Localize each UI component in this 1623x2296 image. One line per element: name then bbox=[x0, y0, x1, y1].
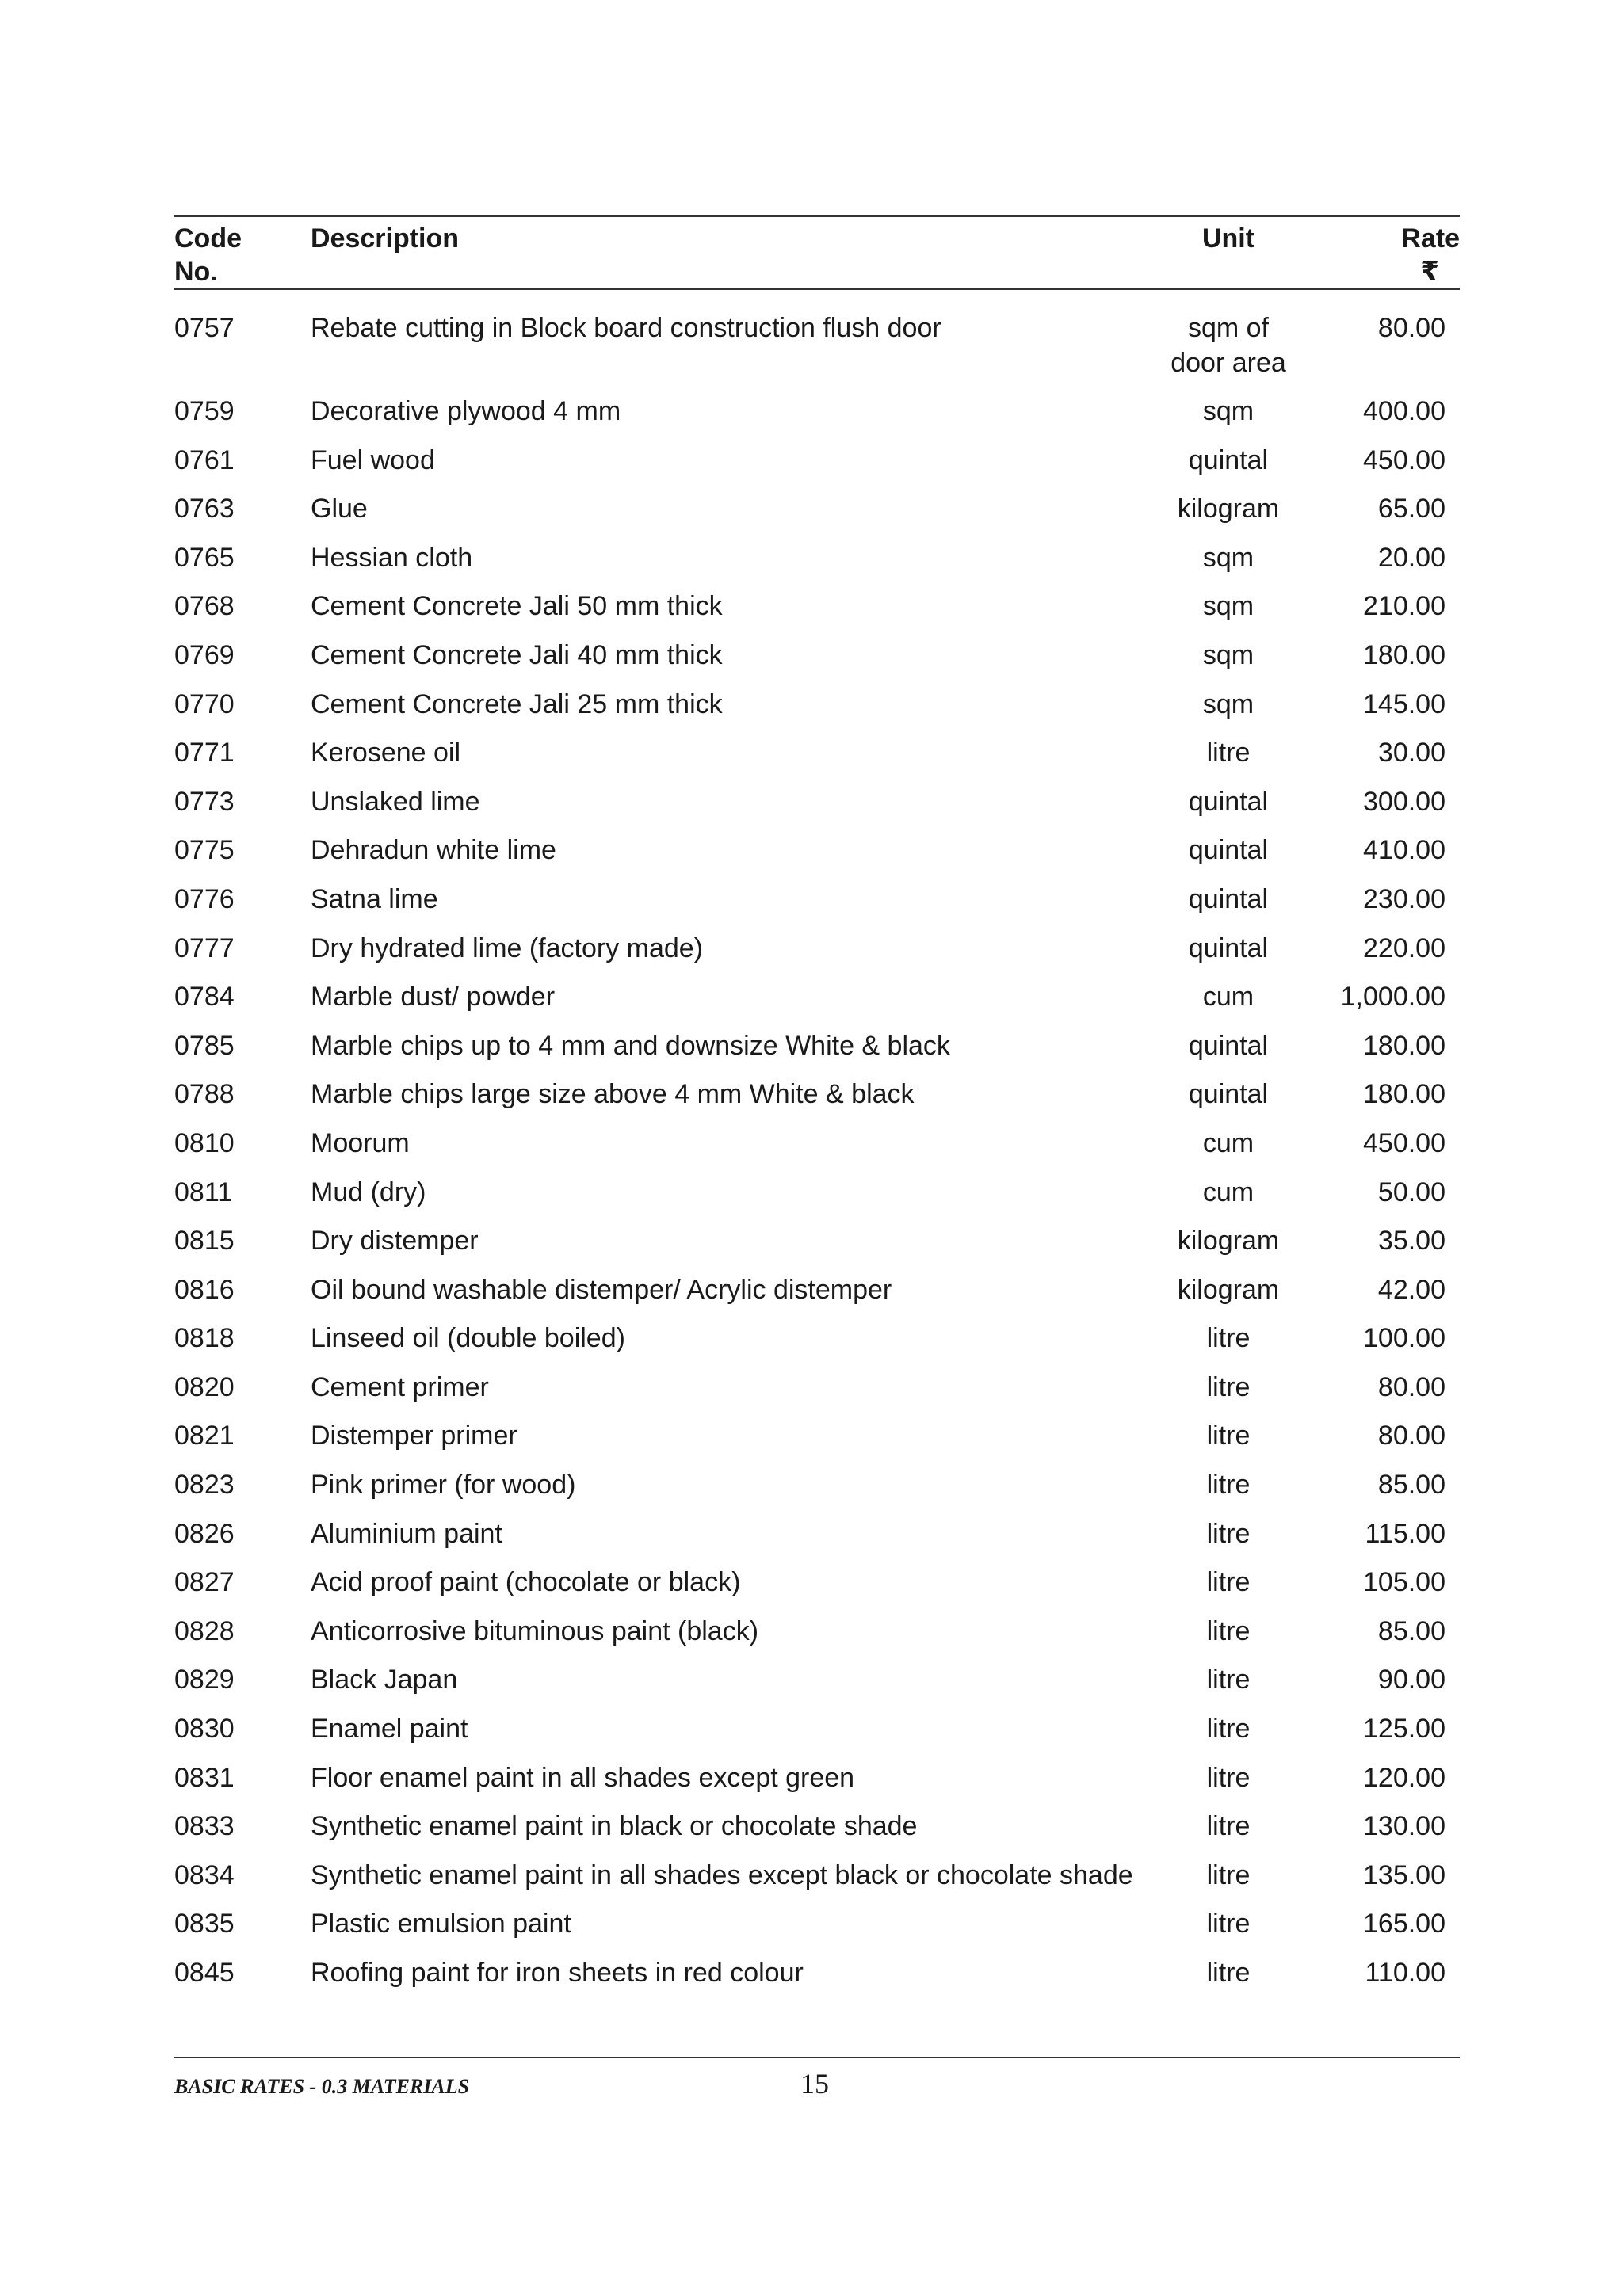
table-row bbox=[174, 1175, 1460, 1224]
cell-code: 0829 bbox=[174, 1665, 235, 1695]
table-row bbox=[174, 638, 1460, 687]
table-row bbox=[174, 1711, 1460, 1760]
cell-rate: 100.00 bbox=[1363, 1323, 1445, 1354]
cell-rate: 410.00 bbox=[1363, 835, 1445, 866]
cell-description: Oil bound washable distemper/ Acrylic distemper bbox=[311, 1274, 892, 1305]
cell-code: 0769 bbox=[174, 639, 235, 670]
table-body bbox=[174, 311, 1460, 2004]
cell-code: 0828 bbox=[174, 1615, 235, 1646]
cell-code: 0821 bbox=[174, 1421, 235, 1451]
cell-rate: 145.00 bbox=[1363, 688, 1445, 719]
cell-description: Distemper primer bbox=[311, 1421, 517, 1451]
cell-description: Enamel paint bbox=[311, 1714, 468, 1745]
cell-rate: 220.00 bbox=[1363, 933, 1445, 963]
cell-code: 0833 bbox=[174, 1811, 235, 1842]
table-row bbox=[174, 1809, 1460, 1858]
cell-code: 0776 bbox=[174, 883, 235, 914]
table-row bbox=[174, 1223, 1460, 1272]
cell-unit: kilogram bbox=[1177, 494, 1280, 524]
cell-description: Synthetic enamel paint in all shades except black or chocolate shade bbox=[311, 1859, 1133, 1890]
cell-unit: litre bbox=[1206, 1470, 1251, 1501]
footer-rule bbox=[174, 2057, 1460, 2058]
cell-description: Cement Concrete Jali 40 mm thick bbox=[311, 639, 723, 670]
table-row bbox=[174, 1370, 1460, 1419]
cell-unit: sqm bbox=[1202, 542, 1254, 573]
cell-description: Black Japan bbox=[311, 1665, 458, 1695]
cell-rate: 165.00 bbox=[1363, 1909, 1445, 1939]
cell-description: Roofing paint for iron sheets in red colour bbox=[311, 1958, 804, 1988]
cell-rate: 230.00 bbox=[1363, 883, 1445, 914]
cell-description: Rebate cutting in Block board construction flush door bbox=[311, 313, 941, 343]
cell-rate: 115.00 bbox=[1365, 1518, 1445, 1549]
cell-description: Anticorrosive bituminous paint (black) bbox=[311, 1615, 759, 1646]
cell-unit: litre bbox=[1206, 1615, 1251, 1646]
header-code-line1: Code bbox=[174, 223, 242, 254]
rupee-icon: ₹ bbox=[1420, 257, 1439, 287]
cell-description: Marble chips up to 4 mm and downsize White & black bbox=[311, 1030, 950, 1061]
table-row bbox=[174, 1662, 1460, 1711]
cell-unit: litre bbox=[1206, 1665, 1251, 1695]
header-unit: Unit bbox=[1201, 223, 1255, 254]
table-row bbox=[174, 1760, 1460, 1810]
cell-rate: 120.00 bbox=[1363, 1762, 1445, 1793]
cell-code: 0815 bbox=[174, 1226, 235, 1257]
header-rate-label: Rate bbox=[1401, 223, 1460, 254]
cell-description: Hessian cloth bbox=[311, 542, 473, 573]
cell-rate: 50.00 bbox=[1377, 1177, 1445, 1207]
cell-code: 0770 bbox=[174, 688, 235, 719]
cell-description: Kerosene oil bbox=[311, 738, 461, 769]
cell-code: 0785 bbox=[174, 1030, 235, 1061]
cell-code: 0816 bbox=[174, 1274, 235, 1305]
cell-rate: 180.00 bbox=[1363, 639, 1445, 670]
cell-description: Linseed oil (double boiled) bbox=[311, 1323, 625, 1354]
cell-rate: 135.00 bbox=[1363, 1859, 1445, 1890]
cell-unit: quintal bbox=[1188, 1079, 1269, 1110]
table-row bbox=[174, 1516, 1460, 1566]
cell-code: 0818 bbox=[174, 1323, 235, 1354]
cell-unit: sqm bbox=[1202, 639, 1254, 670]
cell-unit: litre bbox=[1206, 1371, 1251, 1402]
cell-unit: cum bbox=[1202, 1127, 1254, 1158]
header-description: Description bbox=[311, 223, 460, 254]
cell-description: Acid proof paint (chocolate or black) bbox=[311, 1567, 741, 1598]
cell-unit: cum bbox=[1202, 982, 1254, 1013]
cell-unit: litre bbox=[1206, 1909, 1251, 1939]
cell-code: 0820 bbox=[174, 1371, 235, 1402]
cell-description: Floor enamel paint in all shades except green bbox=[311, 1762, 855, 1793]
cell-code: 0788 bbox=[174, 1079, 235, 1110]
cell-description: Decorative plywood 4 mm bbox=[311, 396, 621, 426]
table-row bbox=[174, 1955, 1460, 2004]
cell-description: Unslaked lime bbox=[311, 786, 480, 817]
cell-unit: cum bbox=[1202, 1177, 1254, 1207]
cell-description: Synthetic enamel paint in black or chocolate shade bbox=[311, 1811, 918, 1842]
cell-rate: 110.00 bbox=[1365, 1958, 1445, 1988]
table-row bbox=[174, 979, 1460, 1028]
cell-code: 0777 bbox=[174, 933, 235, 963]
cell-unit: quintal bbox=[1188, 835, 1269, 866]
cell-description: Fuel wood bbox=[311, 444, 435, 475]
cell-description: Glue bbox=[311, 494, 368, 524]
cell-description: Dehradun white lime bbox=[311, 835, 556, 866]
table-row bbox=[174, 1614, 1460, 1663]
cell-unit: litre bbox=[1206, 1518, 1251, 1549]
cell-code: 0810 bbox=[174, 1127, 235, 1158]
cell-code: 0757 bbox=[174, 313, 235, 343]
table-row bbox=[174, 1467, 1460, 1516]
cell-unit: quintal bbox=[1188, 933, 1269, 963]
table-row bbox=[174, 1126, 1460, 1175]
cell-rate: 20.00 bbox=[1377, 542, 1445, 573]
table-row bbox=[174, 1565, 1460, 1614]
cell-rate: 42.00 bbox=[1377, 1274, 1445, 1305]
cell-unit: sqm bbox=[1202, 688, 1254, 719]
cell-description: Dry hydrated lime (factory made) bbox=[311, 933, 704, 963]
cell-description: Moorum bbox=[311, 1127, 410, 1158]
cell-unit: litre bbox=[1206, 738, 1251, 769]
table-row bbox=[174, 1272, 1460, 1322]
cell-rate: 125.00 bbox=[1363, 1714, 1445, 1745]
cell-code: 0763 bbox=[174, 494, 235, 524]
table-row bbox=[174, 491, 1460, 540]
page-number: 15 bbox=[800, 2068, 829, 2100]
table-top-rule bbox=[174, 215, 1460, 217]
table-row bbox=[174, 1858, 1460, 1907]
table-row bbox=[174, 1321, 1460, 1370]
cell-code: 0759 bbox=[174, 396, 235, 426]
table-row bbox=[174, 784, 1460, 833]
cell-unit: litre bbox=[1206, 1811, 1251, 1842]
cell-unit: litre bbox=[1206, 1323, 1251, 1354]
cell-code: 0765 bbox=[174, 542, 235, 573]
cell-code: 0827 bbox=[174, 1567, 235, 1598]
cell-unit: litre bbox=[1206, 1762, 1251, 1793]
cell-unit: quintal bbox=[1188, 444, 1269, 475]
cell-unit: litre bbox=[1206, 1714, 1251, 1745]
footer-section-title: BASIC RATES - 0.3 MATERIALS bbox=[174, 2075, 470, 2098]
cell-description: Cement Concrete Jali 25 mm thick bbox=[311, 688, 723, 719]
cell-rate: 35.00 bbox=[1377, 1226, 1445, 1257]
cell-unit: litre bbox=[1206, 1859, 1251, 1890]
cell-rate: 180.00 bbox=[1363, 1030, 1445, 1061]
cell-rate: 450.00 bbox=[1363, 444, 1445, 475]
cell-rate: 300.00 bbox=[1363, 786, 1445, 817]
cell-unit: quintal bbox=[1188, 1030, 1269, 1061]
table-row bbox=[174, 735, 1460, 784]
table-row bbox=[174, 1906, 1460, 1955]
cell-description: Cement Concrete Jali 50 mm thick bbox=[311, 591, 723, 622]
cell-unit: sqm bbox=[1202, 591, 1254, 622]
cell-description: Plastic emulsion paint bbox=[311, 1909, 571, 1939]
header-bottom-rule bbox=[174, 288, 1460, 290]
cell-code: 0823 bbox=[174, 1470, 235, 1501]
cell-rate: 65.00 bbox=[1377, 494, 1445, 524]
cell-code: 0775 bbox=[174, 835, 235, 866]
cell-code: 0811 bbox=[174, 1177, 233, 1207]
table-row bbox=[174, 833, 1460, 882]
cell-unit: kilogram bbox=[1177, 1226, 1280, 1257]
table-row bbox=[174, 1028, 1460, 1077]
cell-rate: 90.00 bbox=[1377, 1665, 1445, 1695]
cell-unit bbox=[1149, 311, 1308, 380]
cell-unit: kilogram bbox=[1177, 1274, 1280, 1305]
cell-rate: 130.00 bbox=[1363, 1811, 1445, 1842]
cell-rate: 180.00 bbox=[1363, 1079, 1445, 1110]
table-row bbox=[174, 931, 1460, 980]
cell-description: Dry distemper bbox=[311, 1226, 479, 1257]
header-code bbox=[174, 222, 242, 288]
table-row bbox=[174, 394, 1460, 443]
cell-rate: 105.00 bbox=[1363, 1567, 1445, 1598]
cell-rate: 450.00 bbox=[1363, 1127, 1445, 1158]
cell-unit-line1: sqm of bbox=[1187, 313, 1270, 343]
table-row bbox=[174, 1418, 1460, 1467]
cell-rate: 30.00 bbox=[1377, 738, 1445, 769]
cell-unit: quintal bbox=[1188, 786, 1269, 817]
cell-description: Cement primer bbox=[311, 1371, 489, 1402]
cell-description: Marble dust/ powder bbox=[311, 982, 556, 1013]
cell-code: 0826 bbox=[174, 1518, 235, 1549]
cell-code: 0773 bbox=[174, 786, 235, 817]
cell-code: 0845 bbox=[174, 1958, 235, 1988]
table-row bbox=[174, 540, 1460, 589]
cell-rate: 85.00 bbox=[1377, 1470, 1445, 1501]
cell-unit: litre bbox=[1206, 1421, 1251, 1451]
cell-unit: sqm bbox=[1202, 396, 1254, 426]
cell-unit: litre bbox=[1206, 1567, 1251, 1598]
header-rate bbox=[1401, 222, 1460, 288]
cell-rate: 80.00 bbox=[1377, 313, 1445, 343]
cell-code: 0835 bbox=[174, 1909, 235, 1939]
cell-description: Mud (dry) bbox=[311, 1177, 426, 1207]
cell-code: 0771 bbox=[174, 738, 235, 769]
header-code-line2: No. bbox=[174, 257, 218, 287]
table-row bbox=[174, 443, 1460, 492]
cell-code: 0830 bbox=[174, 1714, 235, 1745]
cell-rate: 80.00 bbox=[1377, 1371, 1445, 1402]
cell-rate: 85.00 bbox=[1377, 1615, 1445, 1646]
cell-rate: 400.00 bbox=[1363, 396, 1445, 426]
table-row bbox=[174, 589, 1460, 638]
cell-rate: 80.00 bbox=[1377, 1421, 1445, 1451]
cell-description: Satna lime bbox=[311, 883, 438, 914]
table-row bbox=[174, 687, 1460, 736]
cell-code: 0761 bbox=[174, 444, 235, 475]
cell-unit: quintal bbox=[1188, 883, 1269, 914]
cell-code: 0784 bbox=[174, 982, 235, 1013]
cell-rate: 210.00 bbox=[1363, 591, 1445, 622]
cell-description: Marble chips large size above 4 mm White & black bbox=[311, 1079, 915, 1110]
cell-code: 0834 bbox=[174, 1859, 235, 1890]
cell-code: 0831 bbox=[174, 1762, 235, 1793]
cell-unit-line2: door area bbox=[1170, 348, 1286, 378]
table-row bbox=[174, 1077, 1460, 1126]
cell-description: Aluminium paint bbox=[311, 1518, 502, 1549]
cell-code: 0768 bbox=[174, 591, 235, 622]
cell-rate: 1,000.00 bbox=[1340, 982, 1445, 1013]
cell-unit: litre bbox=[1206, 1958, 1251, 1988]
table-header bbox=[174, 219, 1460, 288]
table-row bbox=[174, 882, 1460, 931]
table-row bbox=[174, 311, 1460, 394]
cell-description: Pink primer (for wood) bbox=[311, 1470, 576, 1501]
